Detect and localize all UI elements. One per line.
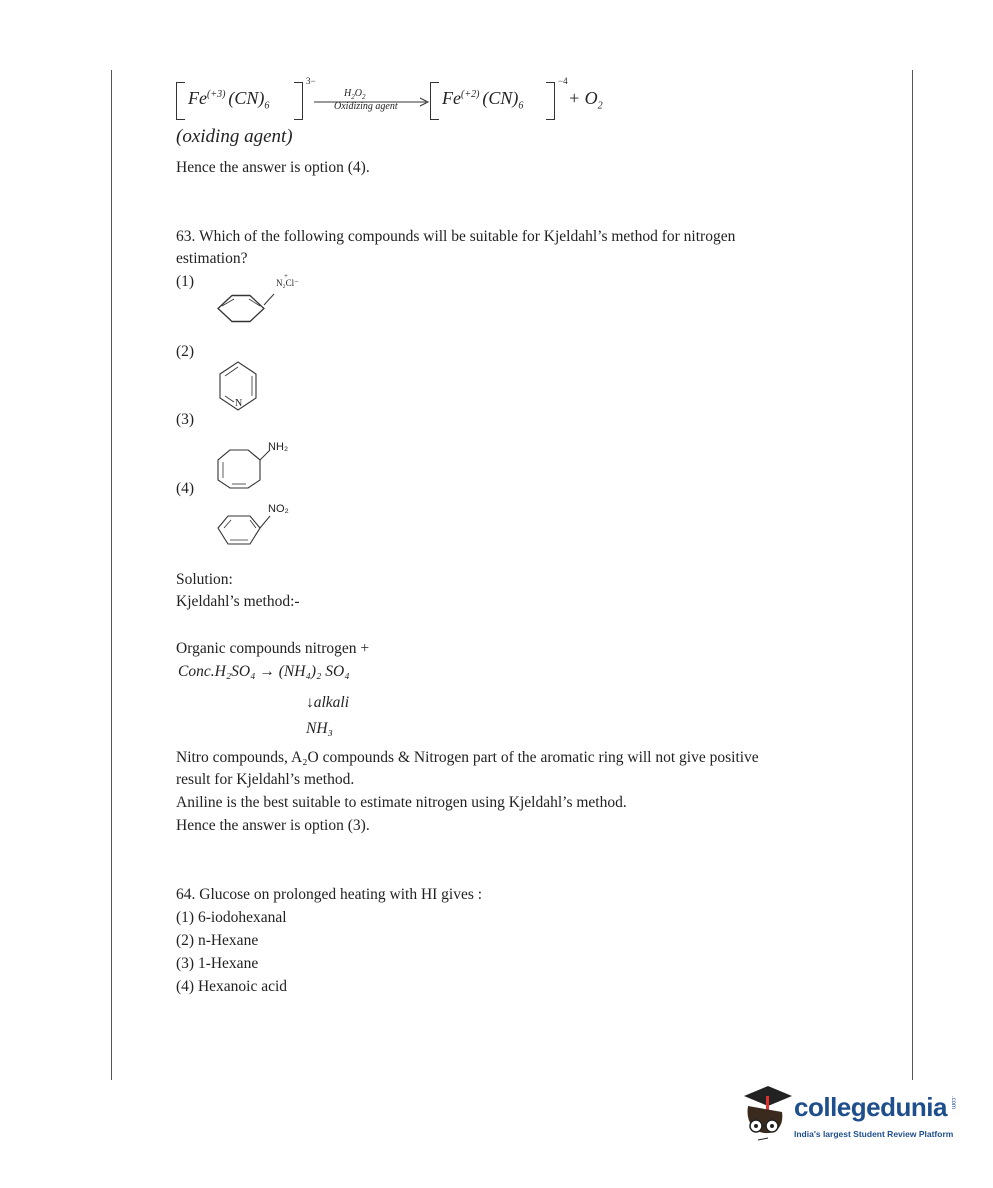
q63-option-4-label: NO₂ <box>268 503 289 515</box>
equation-line-2: Conc.H₂SO₄ → (NH₄)₂ SO₄ <box>178 663 350 680</box>
left-bracket <box>176 82 185 120</box>
explanation-line-3: Aniline is the best suitable to estimate nitrogen using Kjeldahl’s method. <box>176 794 627 811</box>
explanation-line-1: Nitro compounds, A₂O compounds & Nitrogen part of the aromatic ring will not give positive <box>176 749 759 766</box>
q63-option-1-number: (1) <box>176 273 195 290</box>
equation-line-4: NH₃ <box>306 720 333 737</box>
product-charge: −4 <box>558 76 568 86</box>
equation-line-3: ↓alkali <box>306 694 350 711</box>
left-bracket-2 <box>430 82 439 120</box>
arrow-reagent: $H_2O_2$ <box>344 88 366 101</box>
q63-text-line2: estimation? <box>176 250 248 267</box>
solution-label: Solution: <box>176 571 233 588</box>
q63-text-line1: 63. Which of the following compounds will be suitable for Kjeldahl’s method for nitrogen <box>176 228 736 245</box>
q63-option-4-number: (4) <box>176 480 195 497</box>
product-complex: $Fe^{(+2)}$ $(CN)_6$ <box>442 88 524 112</box>
logo-tagline: India's largest Student Review Platform <box>794 1129 954 1139</box>
method-label: Kjeldahl’s method:- <box>176 593 300 610</box>
collegedunia-logo[interactable] <box>738 1082 968 1152</box>
answer-62: Hence the answer is option (4). <box>176 159 370 176</box>
left-margin-rule <box>111 70 112 1080</box>
oxidizing-agent-note: (oxiding agent) <box>176 126 293 147</box>
graduate-mascot-icon <box>738 1082 796 1142</box>
q64-option-1: (1) 6-iodohexanal <box>176 909 287 926</box>
logo-wordmark: collegedunia <box>794 1092 947 1122</box>
q64-question: 64. Glucose on prolonged heating with HI gives : <box>176 886 483 903</box>
q63-option-2-number: (2) <box>176 343 195 360</box>
q63-option-1-plus: + <box>284 272 288 280</box>
right-bracket <box>294 82 303 120</box>
q64-option-2: (2) n-Hexane <box>176 932 259 949</box>
q63-option-3-label: NH₂ <box>268 441 289 453</box>
right-margin-rule <box>912 70 913 1080</box>
right-bracket-2 <box>546 82 555 120</box>
reactant-charge: 3− <box>306 76 316 86</box>
benzene-ring-aniline <box>216 446 276 494</box>
reactant-complex: $Fe^{(+3)}$ $(CN)_6$ <box>188 88 270 112</box>
equation-line-1: Organic compounds nitrogen + <box>176 640 370 657</box>
arrow-condition: Oxidizing agent <box>334 101 398 112</box>
q63-option-3-number: (3) <box>176 411 195 428</box>
q63-option-2-label: N <box>235 398 243 409</box>
answer-63: Hence the answer is option (3). <box>176 817 370 834</box>
explanation-line-2: result for Kjeldahl’s method. <box>176 771 355 788</box>
benzene-ring-diazonium <box>216 284 276 329</box>
oxygen-product: + $O_2$ <box>568 88 603 112</box>
logo-suffix: .com <box>950 1096 956 1110</box>
q63-option-1-label: N₂Cl⁻ <box>276 278 299 288</box>
benzene-ring-nitro <box>216 510 276 552</box>
q64-option-3: (3) 1-Hexane <box>176 955 259 972</box>
q64-option-4: (4) Hexanoic acid <box>176 978 288 995</box>
